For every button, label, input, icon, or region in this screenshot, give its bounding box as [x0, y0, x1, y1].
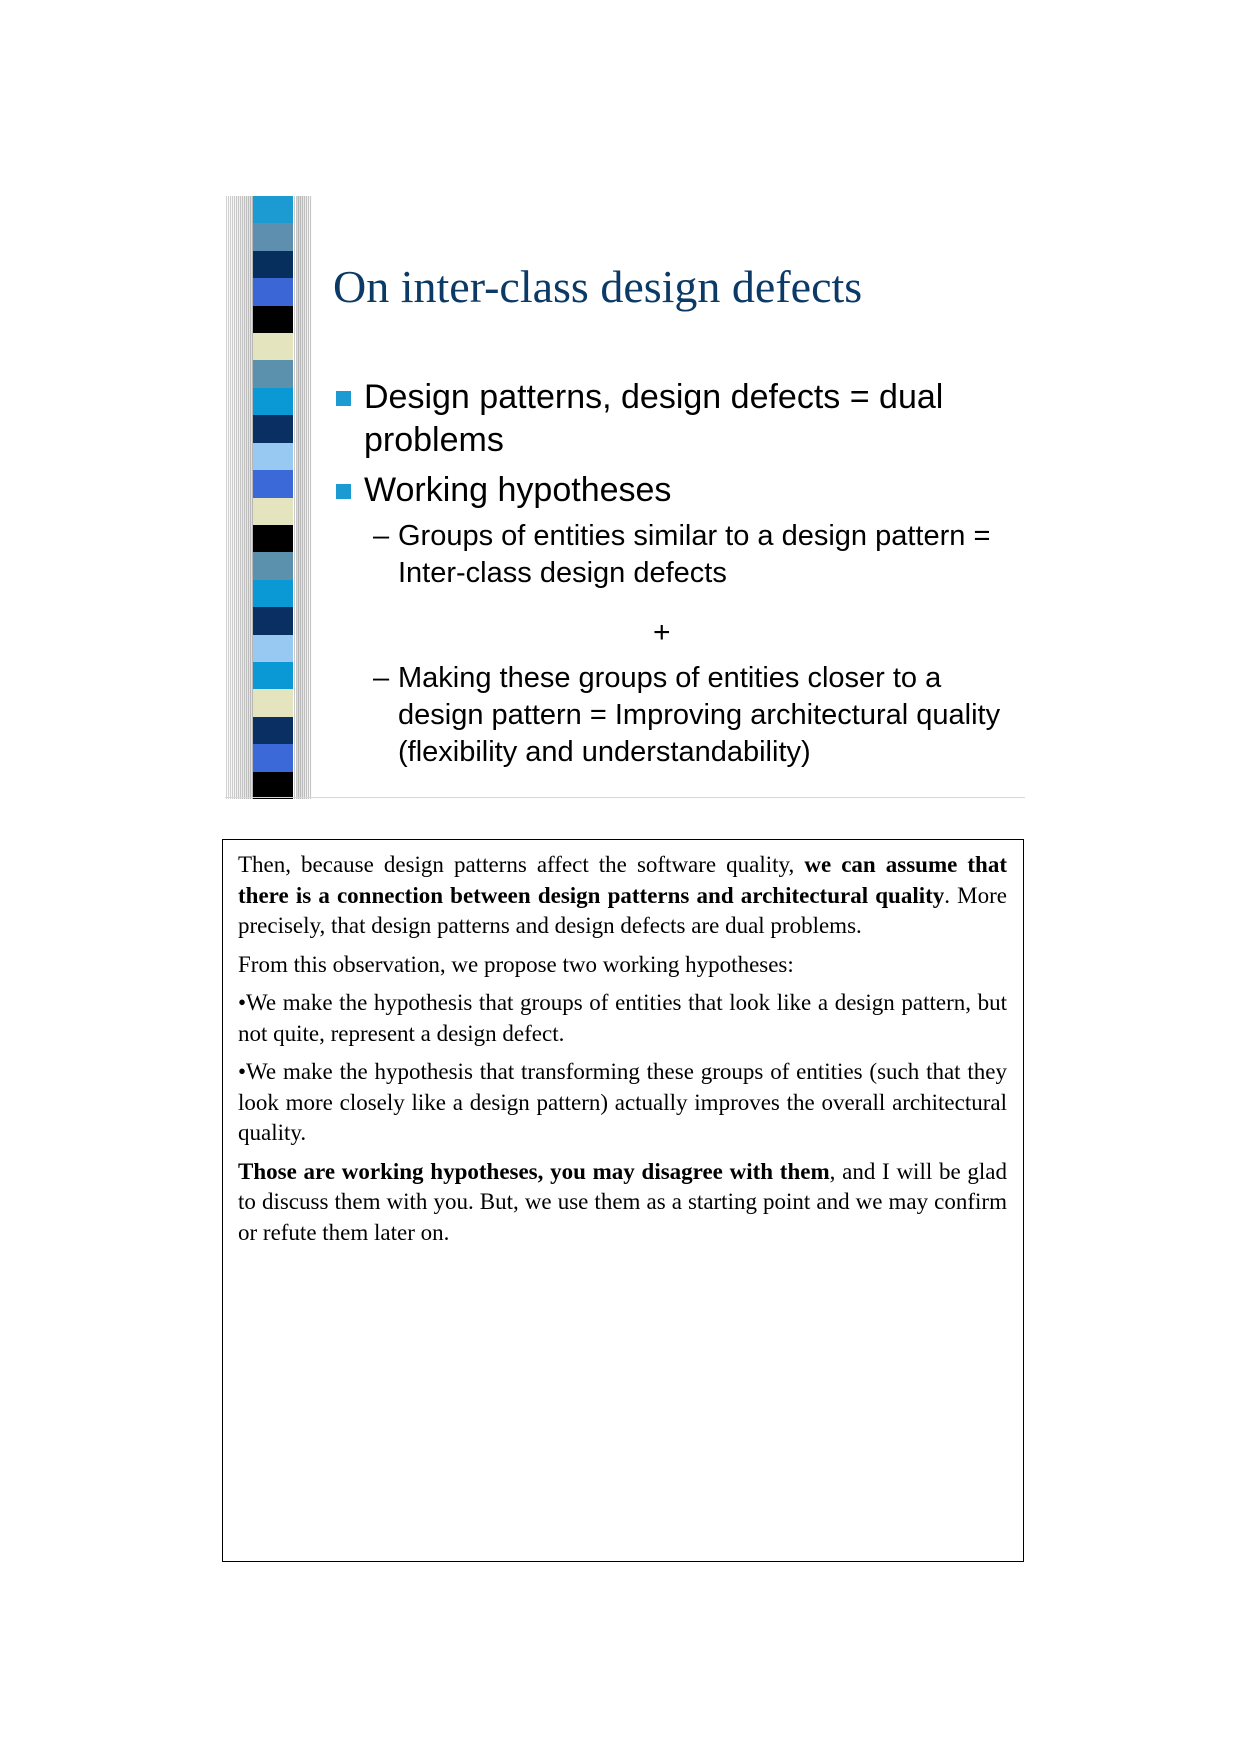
color-block [253, 196, 293, 224]
color-block [253, 470, 293, 498]
square-bullet-icon [336, 484, 351, 499]
sub-bullet-text: Groups of entities similar to a design pattern = Inter-class design defects [398, 520, 991, 589]
slide-title: On inter-class design defects [333, 261, 863, 312]
color-block [253, 772, 293, 800]
bullet-text: Working hypotheses [364, 471, 672, 509]
sub-bullet-item [373, 660, 1003, 771]
color-block [253, 552, 293, 580]
color-block [253, 306, 293, 334]
square-bullet-icon [336, 391, 351, 406]
plus-sign: + [653, 616, 671, 649]
notes-paragraph: •We make the hypothesis that groups of entities that look like a design pattern, but not quite, represent a design defect. [238, 990, 1007, 1046]
bullet-item [336, 469, 976, 512]
sub-bullet-item [373, 518, 1003, 592]
notes-paragraph [238, 1157, 1007, 1249]
color-block [253, 580, 293, 608]
bullet-text: Design patterns, design defects = dual problems [364, 378, 944, 459]
color-block [253, 360, 293, 388]
color-block [253, 443, 293, 471]
dash-marker: – [373, 520, 390, 552]
color-block [253, 223, 293, 251]
color-block [253, 607, 293, 635]
dash-marker: – [373, 662, 390, 694]
color-block-column [253, 196, 293, 799]
color-block [253, 717, 293, 745]
color-block [253, 689, 293, 717]
color-block [253, 278, 293, 306]
notes-bold-text: we can assume that there is a connection between design patterns and architectural quality [238, 852, 1007, 908]
notes-text: , and I will be glad to discuss them with you. But, we use them as a starting point and we may confirm or refute them later on. [238, 1158, 1007, 1245]
stripe-shade-left [225, 196, 255, 799]
slide-bottom-rule [225, 797, 1025, 798]
stripe-shade-right [297, 196, 313, 799]
color-block [253, 744, 293, 772]
notes-text: . More precisely, that design patterns and design defects are dual problems. [238, 882, 1007, 938]
color-block [253, 388, 293, 416]
color-block [253, 525, 293, 553]
notes-bold-text: Those are working hypotheses, you may disagree with them [238, 1158, 830, 1184]
notes-text: Then, because design patterns affect the software quality, [238, 852, 795, 877]
color-block [253, 635, 293, 663]
color-block [253, 415, 293, 443]
slide [225, 196, 1025, 799]
notes-paragraph: From this observation, we propose two working hypotheses: [238, 951, 794, 977]
bullet-item [336, 376, 976, 462]
speaker-notes-box [222, 839, 1024, 1562]
color-block [253, 251, 293, 279]
color-block [253, 498, 293, 526]
color-block [253, 662, 293, 690]
notes-paragraph [238, 850, 1007, 942]
sub-bullet-text: Making these groups of entities closer to a design pattern = Improving architectural quality (flexibility and understandability) [398, 662, 1001, 768]
notes-paragraph: •We make the hypothesis that transforming these groups of entities (such that they look more closely like a design pattern) actually improves the overall architectural quality. [238, 1059, 1007, 1145]
color-block [253, 333, 293, 361]
